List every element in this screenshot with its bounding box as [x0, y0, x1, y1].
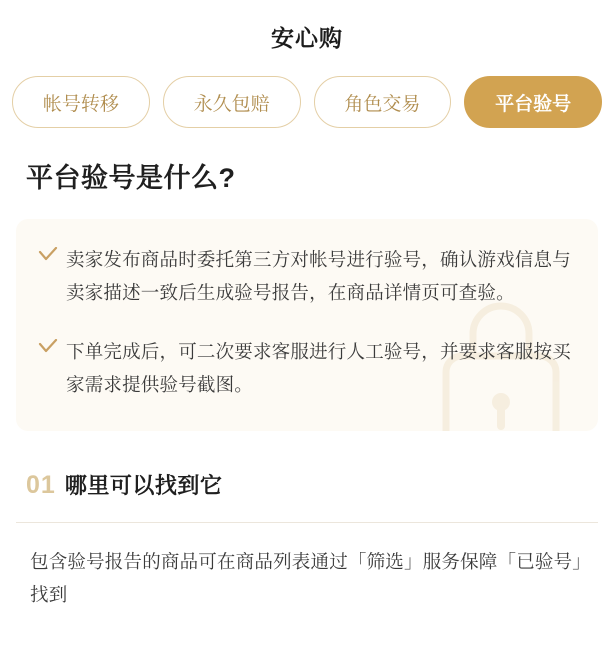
subsection-number: 01 [26, 471, 56, 499]
check-icon [38, 339, 60, 360]
bullet-list [38, 243, 576, 401]
subsection-heading [26, 469, 614, 500]
divider [16, 522, 598, 523]
tab-label: 永久包赔 [193, 93, 270, 115]
tab-label: 角色交易 [344, 93, 421, 115]
list-item-text: 卖家发布商品时委托第三方对帐号进行验号，确认游戏信息与卖家描述一致后生成验号报告，在商品详情页可查验。 [66, 249, 571, 303]
tab-platform-verification[interactable] [464, 76, 602, 128]
tab-account-transfer[interactable] [12, 76, 150, 128]
subsection-title: 哪里可以找到它 [64, 473, 223, 498]
tab-permanent-compensation[interactable] [163, 76, 301, 128]
tab-bar [0, 76, 614, 128]
list-item [38, 335, 576, 401]
list-item-text: 下单完成后，可二次要求客服进行人工验号，并要求客服按买家需求提供验号截图。 [66, 341, 571, 395]
page-header [0, 0, 614, 72]
tab-label: 平台验号 [495, 93, 572, 115]
subsection-body: 包含验号报告的商品可在商品列表通过「筛选」服务保障「已验号」找到 [30, 551, 582, 605]
info-card [16, 219, 598, 431]
page-title: 安心购 [271, 24, 343, 51]
section-title: 平台验号是什么? [26, 163, 236, 193]
check-icon [38, 247, 60, 268]
tab-label: 帐号转移 [42, 93, 119, 115]
tab-role-trade[interactable] [314, 76, 452, 128]
list-item [38, 243, 576, 309]
